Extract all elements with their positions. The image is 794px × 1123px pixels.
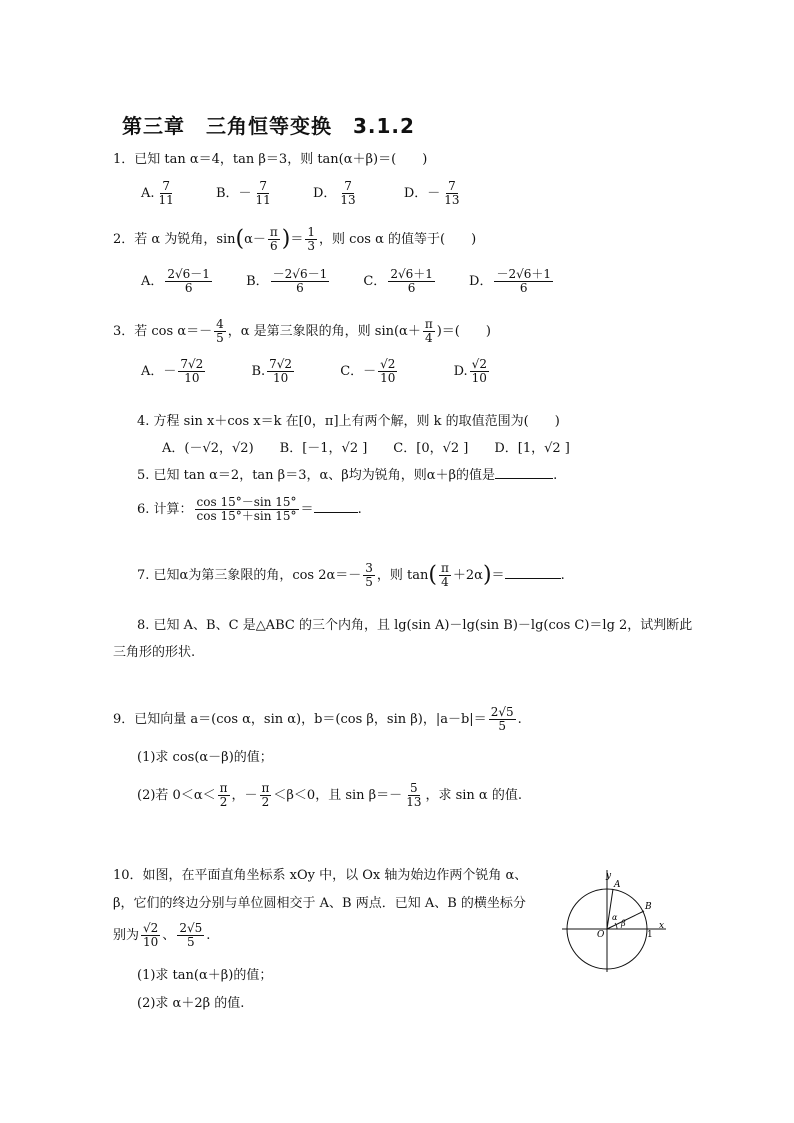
q3-option-b-value: $\frac{7√2}{10}$ <box>269 357 293 385</box>
q1-option-a-label: A. <box>141 186 155 201</box>
point-b-label: B <box>645 902 652 912</box>
alpha-label: α <box>612 913 618 922</box>
y-axis-label: y <box>606 871 612 881</box>
x-axis-label: x <box>659 921 665 931</box>
beta-label: β <box>621 919 626 928</box>
question-3-stem: 3．若 cos α＝－ $\frac{4}{5}$ ，α 是第三象限的角，则 sin(α＋ $\frac{\pi}{4}$ )＝( ) <box>113 317 491 345</box>
origin-label: O <box>597 930 605 940</box>
question-1-stem: 1．已知 tan α＝4，tan β＝3，则 tan(α＋β)＝( ) <box>113 152 428 167</box>
question-9-stem: 9．已知向量 a＝(cos α，sin α)，b＝(cos β，sin β)，|a－b|＝ $\frac{2√5}{5}$ . <box>113 705 522 733</box>
q2-option-c-value: $\frac{2√6+1}{6}$ <box>390 267 433 295</box>
q2-option-b-value: $\frac{-2√6-1}{6}$ <box>272 267 328 295</box>
question-2-stem: 2．若 α 为锐角，sin(α－ $\frac{\pi}{6}$ )＝ $\frac{1}{3}$ ，则 cos α 的值等于( ) <box>113 225 477 253</box>
page-title: 第三章 三角恒等变换 3.1.2 <box>122 114 415 138</box>
q1-option-d-label: D． <box>403 186 428 201</box>
question-1-options: A. $\frac{7}{11}$ B．－ $\frac{7}{11}$ D． $\frac{7}{13}$ D．－ $\frac{7}{13}$ <box>141 179 460 207</box>
q2-option-a-value: $\frac{2√6-1}{6}$ <box>167 267 210 295</box>
question-9-sub-1: (1)求 cos(α－β)的值； <box>137 750 273 765</box>
question-9-sub-2: (2)若 0＜α＜ $\frac{\pi}{2}$ ，－ $\frac{\pi}{2}$ ＜β＜0，且 sin β＝－ $\frac{5}{13}$ ，求 sin α 的值. <box>137 781 522 809</box>
unit-circle-figure <box>558 866 670 976</box>
q1-option-b-label: B． <box>215 186 239 201</box>
terminal-side-a <box>607 889 613 929</box>
q2-option-d-value: $\frac{-2√6+1}{6}$ <box>496 267 552 295</box>
q3-option-d-value: $\frac{√2}{10}$ <box>471 357 487 385</box>
unit-label: 1 <box>647 930 653 940</box>
q3-option-a-value: $\frac{7√2}{10}$ <box>180 357 204 385</box>
q5-answer-blank[interactable] <box>495 478 553 479</box>
question-10-line-1: 10．如图，在平面直角坐标系 xOy 中，以 Ox 轴为始边作两个锐角 α、 <box>113 868 528 883</box>
question-4-options: A．(－√2，√2) B．[－1，√2 ] C．[0，√2 ] D．[1，√2 ] <box>162 441 570 456</box>
question-2-options: A． $\frac{2√6-1}{6}$ B． $\frac{-2√6-1}{6}$ C． $\frac{2√6+1}{6}$ D． $\frac{-2√6+1}{6}$ <box>141 267 552 295</box>
question-3-options: A．－ $\frac{7√2}{10}$ B. $\frac{7√2}{10}$ C．－ $\frac{√2}{10}$ D. $\frac{√2}{10}$ <box>141 357 487 385</box>
q1-option-b-value: $\frac{7}{11}$ <box>255 179 271 207</box>
question-10-line-3: 别为 $\frac{√2}{10}$ 、 $\frac{2√5}{5}$ . <box>113 921 211 949</box>
question-4-stem: 4. 方程 sin x＋cos x＝k 在[0，π]上有两个解，则 k 的取值范围为( ) <box>137 414 560 429</box>
question-7-stem: 7. 已知α为第三象限的角，cos 2α＝－ $\frac{3}{5}$ ，则 tan( $\frac{\pi}{4}$ ＋2α)＝ . <box>137 561 565 589</box>
q1-option-c-label: D． <box>312 186 337 201</box>
q1-option-d-value: $\frac{7}{13}$ <box>444 179 460 207</box>
question-10-sub-1: (1)求 tan(α＋β)的值； <box>137 968 273 983</box>
question-8-line-2: 三角形的形状. <box>113 645 196 660</box>
q1-option-a-value: $\frac{7}{11}$ <box>158 179 174 207</box>
question-8-line-1: 8. 已知 A、B、C 是△ABC 的三个内角，且 lg(sin A)－lg(sin B)－lg(cos C)＝lg 2，试判断此 <box>137 618 693 633</box>
question-10-line-2: β，它们的终边分别与单位圆相交于 A、B 两点．已知 A、B 的横坐标分 <box>113 896 526 911</box>
question-5-stem: 5. 已知 tan α＝2，tan β＝3，α、β均为锐角，则α＋β的值是 . <box>137 468 558 483</box>
q7-answer-blank[interactable] <box>505 578 561 579</box>
point-a-label: A <box>614 880 621 890</box>
q6-fraction: $\frac{\cos 15^\circ-\sin 15^\circ}{\cos 15^\circ+\sin 15^\circ}$ <box>196 495 297 523</box>
question-6-stem: 6. 计算： $\frac{\cos 15^\circ-\sin 15^\circ}{\cos 15^\circ+\sin 15^\circ}$ ＝ . <box>137 495 362 523</box>
q1-option-c-value: $\frac{7}{13}$ <box>340 179 356 207</box>
question-10-sub-2: (2)求 α＋2β 的值. <box>137 996 245 1011</box>
q3-option-c-value: $\frac{√2}{10}$ <box>380 357 396 385</box>
q6-answer-blank[interactable] <box>314 512 358 513</box>
